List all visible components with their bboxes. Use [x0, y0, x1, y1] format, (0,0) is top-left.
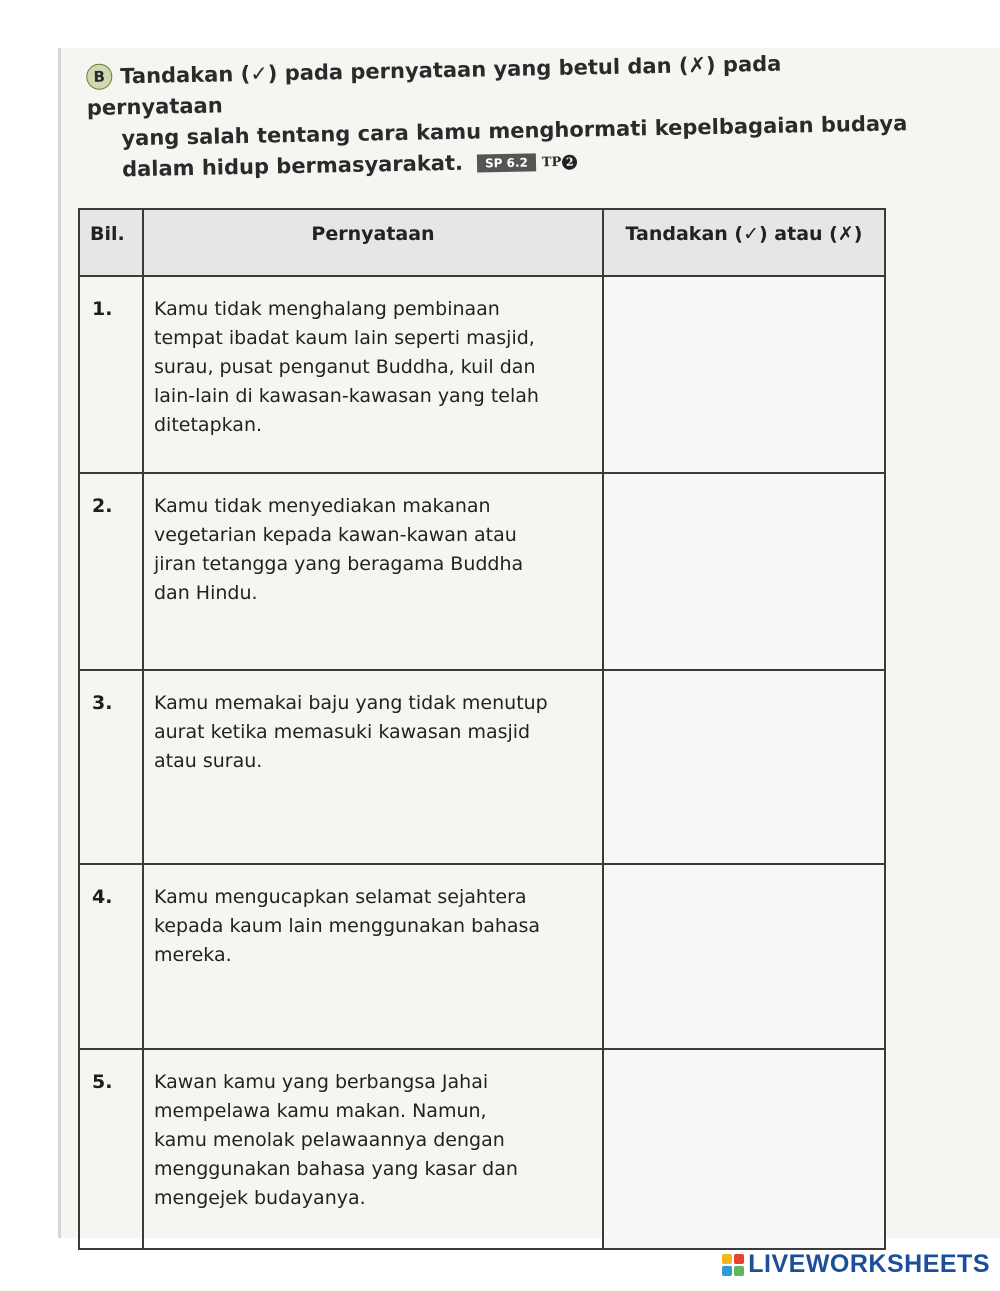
liveworksheets-logo-icon — [722, 1254, 744, 1276]
table-row — [79, 473, 885, 670]
row-number: 3. — [79, 670, 143, 864]
row-number: 2. — [79, 473, 143, 670]
liveworksheets-logo[interactable] — [722, 1250, 990, 1279]
answer-cell-5[interactable] — [603, 1049, 885, 1249]
table-row — [79, 670, 885, 864]
answer-cell-2[interactable] — [603, 473, 885, 670]
logo-square-icon — [722, 1266, 732, 1276]
logo-square-icon — [734, 1266, 744, 1276]
table-row — [79, 864, 885, 1049]
table-header-row — [79, 209, 885, 276]
row-statement: Kamu mengucapkan selamat sejahtera kepada kaum lain menggunakan bahasa mereka. — [143, 864, 603, 1049]
tp-badge — [542, 147, 578, 179]
statement-table — [78, 208, 886, 1250]
logo-square-icon — [722, 1254, 732, 1264]
instruction-block — [86, 46, 908, 187]
row-statement: Kamu tidak menyediakan makanan vegetarian kepada kawan-kawan atau jiran tetangga yang beragama Buddha dan Hindu. — [143, 473, 603, 670]
row-number: 1. — [79, 276, 143, 473]
row-number: 4. — [79, 864, 143, 1049]
header-mark: Tandakan (✓) atau (✗) — [603, 209, 885, 276]
answer-cell-3[interactable] — [603, 670, 885, 864]
table-row — [79, 276, 885, 473]
tp-label: TP — [541, 154, 562, 171]
row-statement: Kamu tidak menghalang pembinaan tempat ibadat kaum lain seperti masjid, surau, pusat penganut Buddha, kuil dan lain-lain di kawasan-kawasan yang telah ditetapkan. — [143, 276, 603, 473]
row-statement: Kamu memakai baju yang tidak menutup aurat ketika memasuki kawasan masjid atau surau. — [143, 670, 603, 864]
liveworksheets-logo-text: LIVEWORKSHEETS — [748, 1250, 990, 1278]
sp-badge: SP 6.2 — [477, 153, 536, 172]
header-bil: Bil. — [79, 209, 143, 276]
instruction-text-1: Tandakan (✓) pada pernyataan yang betul dan (✗) pada pernyataan — [86, 51, 782, 120]
answer-cell-1[interactable] — [603, 276, 885, 473]
instruction-line-2: yang salah tentang cara kamu menghormati kepelbagaian budaya — [121, 111, 908, 151]
page-fold-shadow — [58, 48, 61, 1238]
row-number: 5. — [79, 1049, 143, 1249]
tp-number-icon: 2 — [562, 155, 577, 170]
header-statement: Pernyataan — [143, 209, 603, 276]
answer-cell-4[interactable] — [603, 864, 885, 1049]
section-b-badge: B — [86, 64, 112, 90]
instruction-text-3: dalam hidup bermasyarakat. — [121, 150, 464, 182]
logo-square-icon — [734, 1254, 744, 1264]
row-statement: Kawan kamu yang berbangsa Jahai mempelawa kamu makan. Namun, kamu menolak pelawaannya dengan menggunakan bahasa yang kasar dan mengejek budayanya. — [143, 1049, 603, 1249]
table-row — [79, 1049, 885, 1249]
